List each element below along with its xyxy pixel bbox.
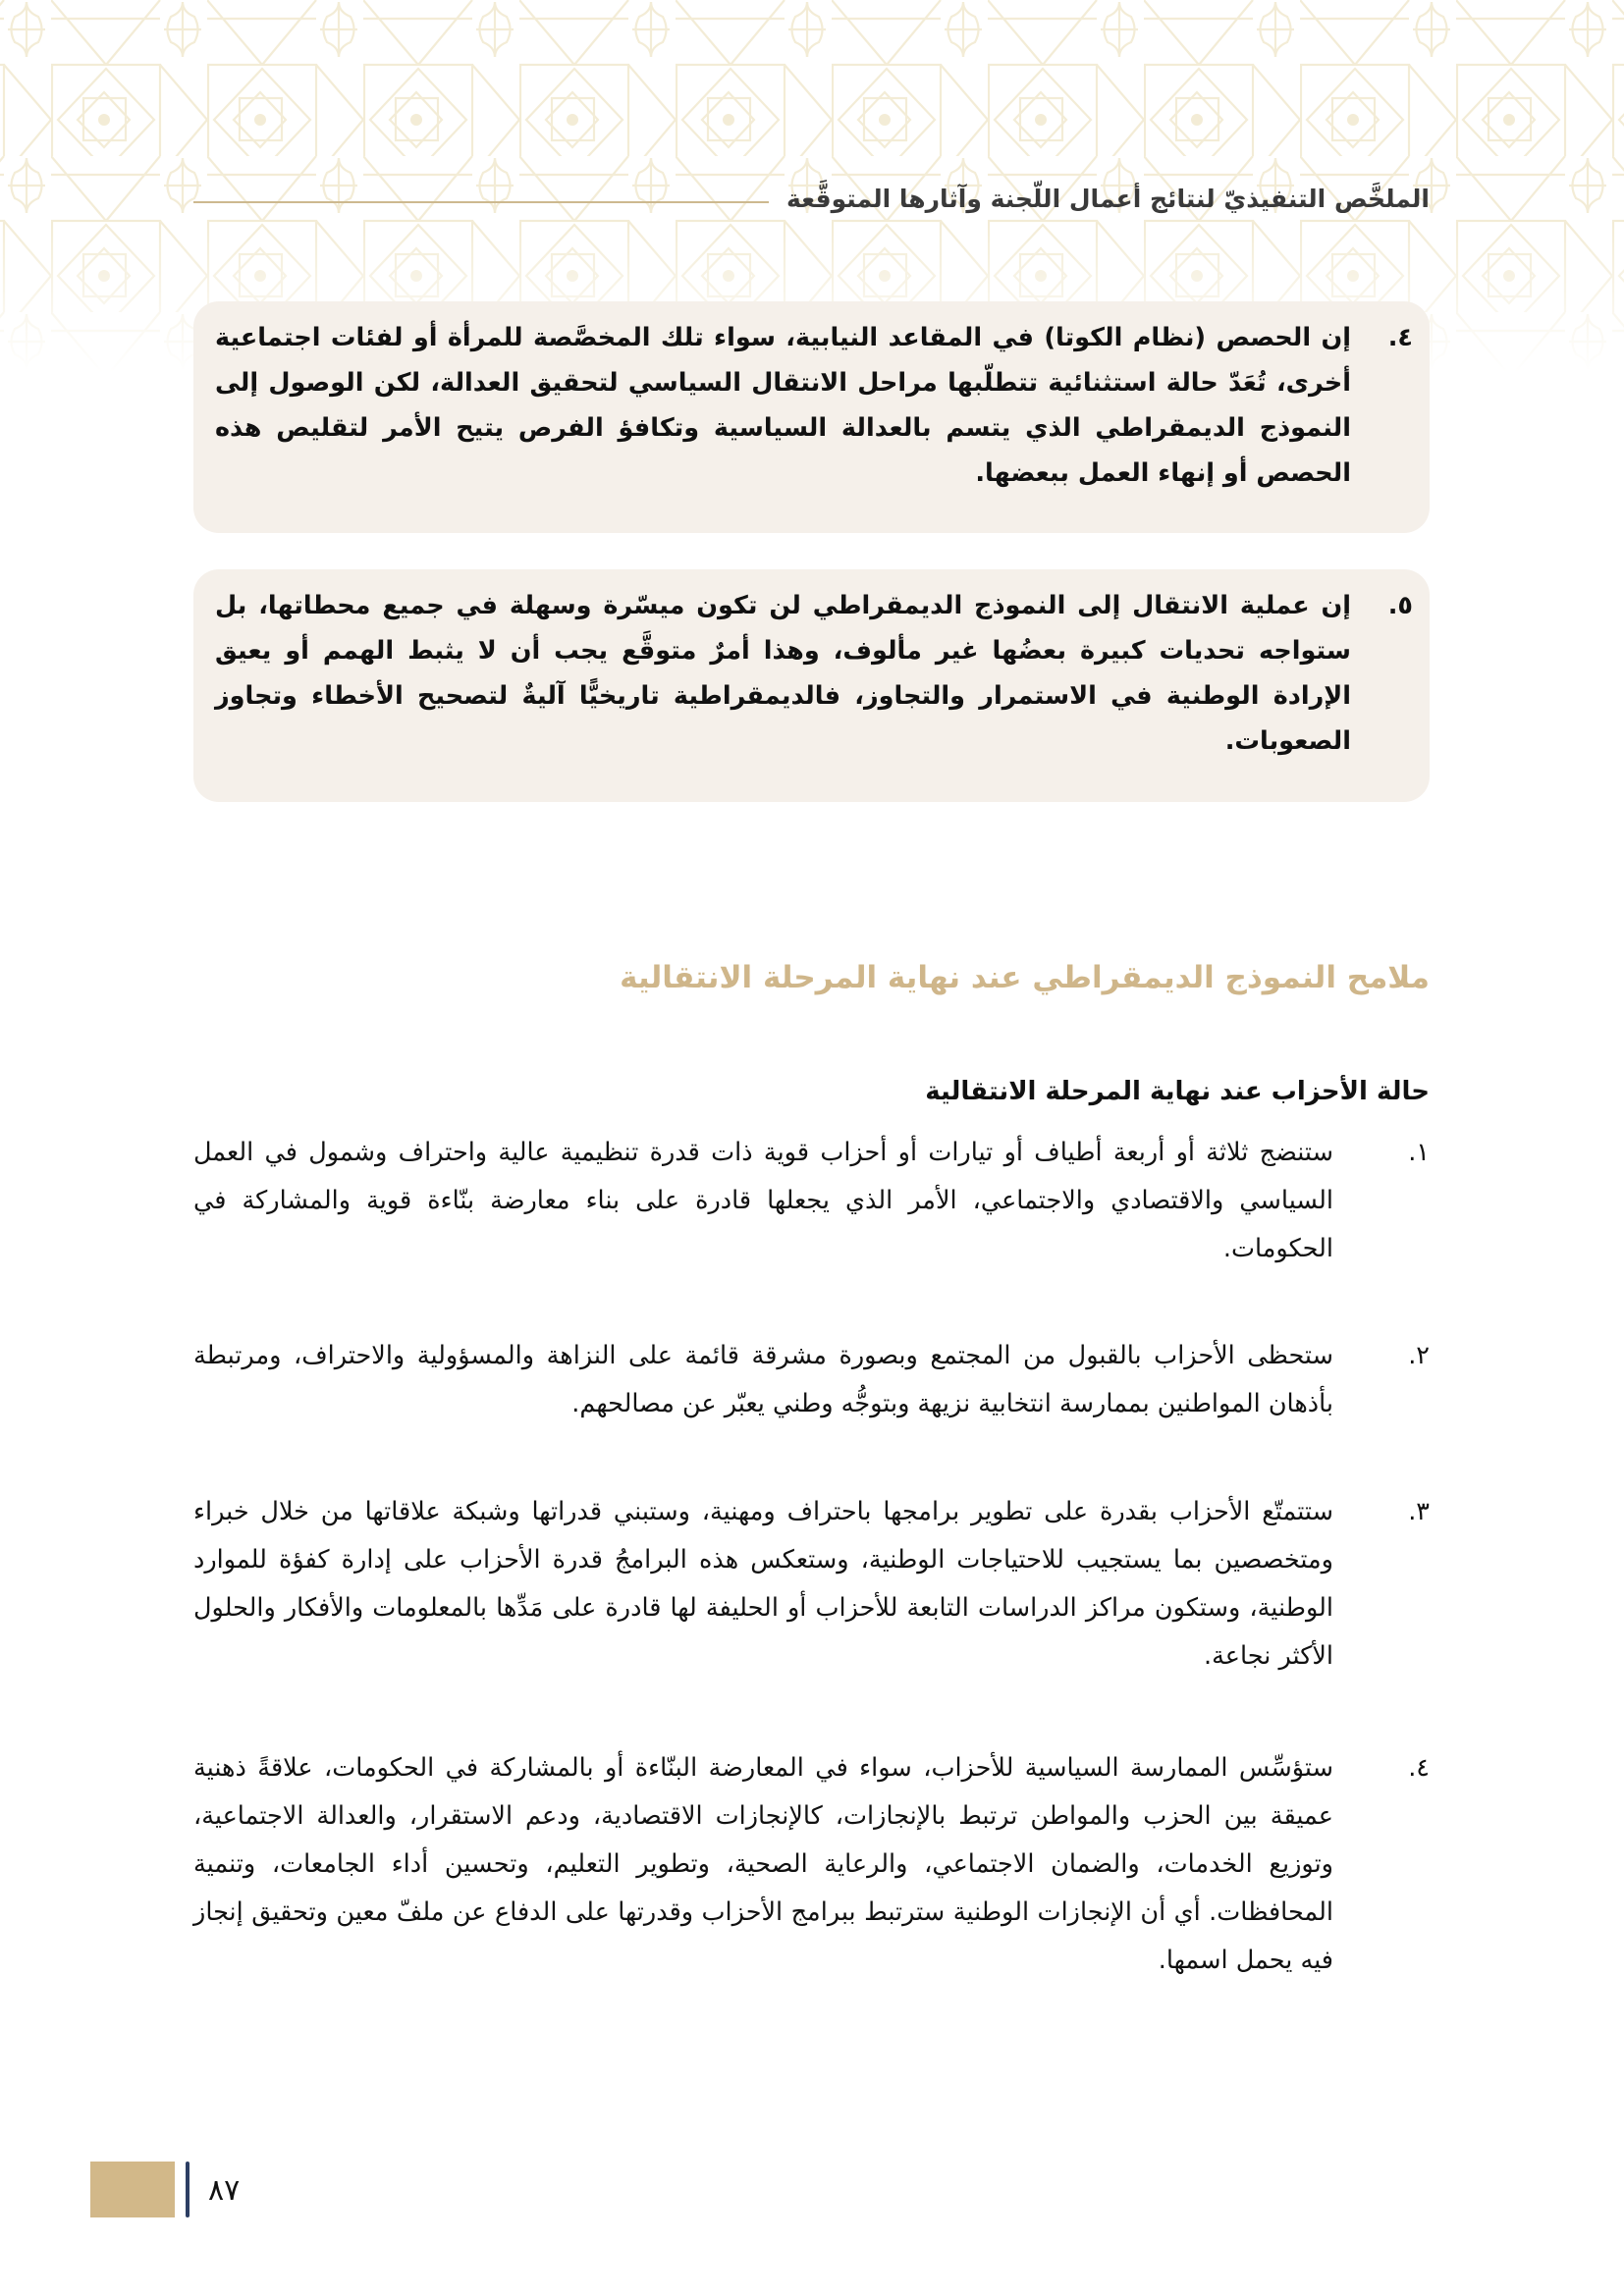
footer-color-block <box>90 2162 175 2217</box>
item-text: ستؤسِّس الممارسة السياسية للأحزاب، سواء في المعارضة البنّاءة أو بالمشاركة في الحكومات، علاقةً ذهنية عميقة بين الحزب والمواطن ترتبط بالإنجازات، كالإنجازات الاقتصادية، ودعم الاستقرار، والعدالة الاجتماعية، وتوزيع الخدمات، والضمان الاجتماعي، والرعاية الصحية، وتطوير التعليم، وتحسين أداء الجامعات، وتنمية المحافظات. أي أن الإنجازات الوطنية سترتبط ببرامج الأحزاب وقدرتها على الدفاع عن ملفّ معين وتحقيق إنجاز فيه يحمل اسمها. <box>193 1753 1333 1975</box>
list-item <box>193 1332 1430 1428</box>
highlight-box <box>193 301 1430 533</box>
item-text: ستتمتّع الأحزاب بقدرة على تطوير برامجها باحتراف ومهنية، وستبني قدراتها وشبكة علاقاتها من خلال خبراء ومتخصصين بما يستجيب للاحتياجات الوطنية، وستعكس هذه البرامجُ قدرة الأحزاب على إدارة كفؤة للموارد الوطنية، وستكون مراكز الدراسات التابعة للأحزاب أو الحليفة لها قادرة على مَدِّها بالمعلومات والأفكار والحلول الأكثر نجاعة. <box>193 1497 1333 1671</box>
list-item <box>193 1744 1430 1985</box>
section-heading: ملامح النموذج الديمقراطي عند نهاية المرحلة الانتقالية <box>620 959 1430 995</box>
item-number: ٤. <box>1408 1753 1430 1783</box>
item-text: إن عملية الانتقال إلى النموذج الديمقراطي لن تكون ميسّرة وسهلة في جميع محطاتها، بل ستواجه تحديات كبيرة بعضُها غير مألوف، وهذا أمرٌ متوقَّع يجب أن لا يثبط الهمم أو يعيق الإرادة الوطنية في الاستمرار والتجاوز، فالديمقراطية تاريخيًّا آليةٌ لتصحيح الأخطاء وتجاوز الصعوبات. <box>215 591 1351 756</box>
list-item <box>215 315 1430 496</box>
item-text: ستحظى الأحزاب بالقبول من المجتمع وبصورة مشرقة قائمة على النزاهة والمسؤولية والاحتراف، ومرتبطة بأذهان المواطنين بممارسة انتخابية نزيهة وبتوجُّه وطني يعبّر عن مصالحهم. <box>193 1341 1333 1418</box>
item-number: ٥. <box>1387 591 1413 620</box>
item-text: إن الحصص (نظام الكوتا) في المقاعد النيابية، سواء تلك المخصَّصة للمرأة أو لفئات اجتماعية أخرى، تُعَدّ حالة استثنائية تتطلّبها مراحل الانتقال السياسي لتحقيق العدالة، لكن الوصول إلى النموذج الديمقراطي الذي يتسم بالعدالة السياسية وتكافؤ الفرص يتيح الأمر لتقليص هذه الحصص أو إنهاء العمل ببعضها. <box>215 323 1351 488</box>
section-subheading: حالة الأحزاب عند نهاية المرحلة الانتقالية <box>925 1077 1430 1106</box>
running-header <box>193 177 1430 220</box>
running-header-title: الملخَّص التنفيذيّ لنتائج أعمال اللّجنة وآثارها المتوقَّعة <box>785 184 1430 213</box>
header-divider-line <box>193 201 769 203</box>
page-number: ٨٧ <box>208 2173 241 2208</box>
item-number: ٣. <box>1408 1497 1430 1526</box>
list-item <box>193 1129 1430 1273</box>
footer-divider-bar <box>186 2162 189 2217</box>
item-text: ستنضج ثلاثة أو أربعة أطياف أو تيارات أو أحزاب قوية ذات قدرة تنظيمية عالية واحتراف وشمول في العمل السياسي والاقتصادي والاجتماعي، الأمر الذي يجعلها قادرة على بناء معارضة بنّاءة قوية والمشاركة في الحكومات. <box>193 1138 1333 1263</box>
highlight-box <box>193 569 1430 802</box>
item-number: ١. <box>1408 1138 1430 1167</box>
list-item <box>193 1488 1430 1681</box>
item-number: ٢. <box>1408 1341 1430 1370</box>
item-number: ٤. <box>1387 323 1413 352</box>
list-item <box>215 583 1430 764</box>
